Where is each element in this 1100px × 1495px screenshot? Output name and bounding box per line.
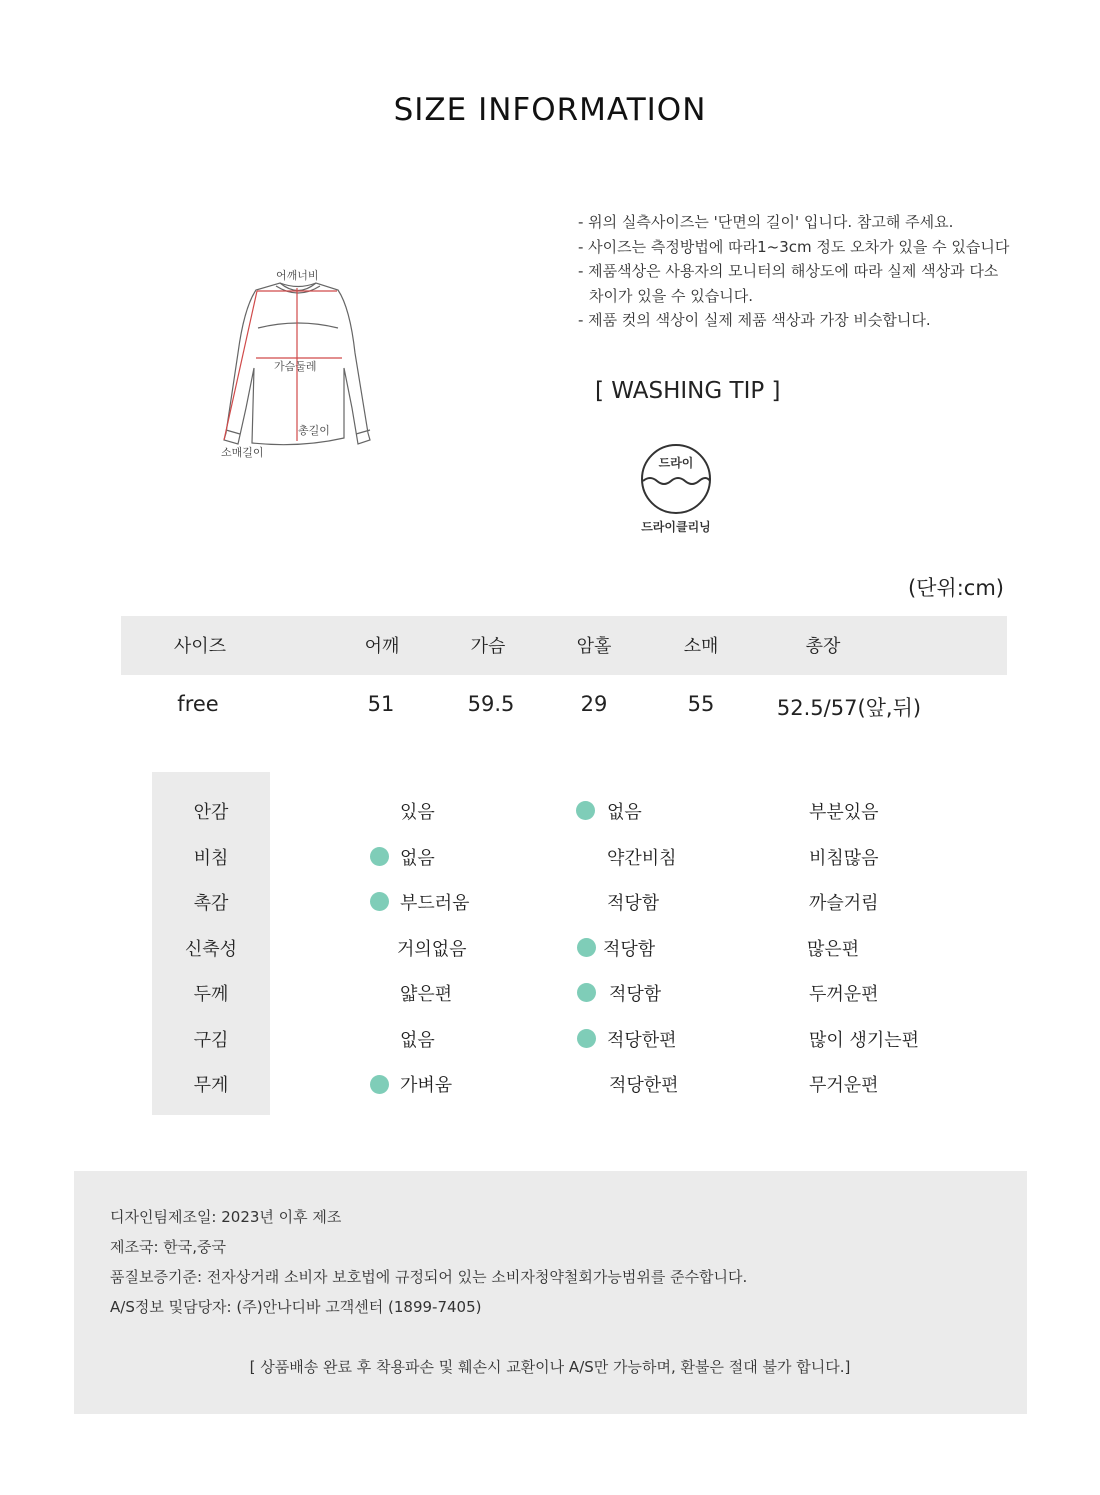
header-length: 총장 [805,636,841,657]
header-shoulder: 어깨 [364,636,400,657]
selected-dot [577,1029,596,1048]
option-lining-1: 있음 [400,802,435,823]
footer-country: 제조국: 한국,중국 [110,1238,227,1256]
property-label-lining: 안감 [193,802,229,823]
property-label-wrinkle: 구김 [193,1030,229,1051]
header-sleeve: 소매 [683,636,719,657]
selected-dot [576,801,595,820]
row-shoulder: 51 [367,692,395,716]
selected-dot [577,983,596,1002]
selected-dot [370,1075,389,1094]
note-line: - 사이즈는 측정방법에 따라1~3cm 정도 오차가 있을 수 있습니다 [578,237,1010,256]
washing-caption: 드라이클리닝 [641,520,711,534]
note-line: 차이가 있을 수 있습니다. [589,286,753,305]
property-label-thickness: 두께 [193,984,229,1005]
unit-label: (단위:cm) [907,576,1004,600]
option-texture-3: 까슬거림 [809,893,879,914]
option-wrinkle-1: 없음 [400,1030,435,1051]
option-stretch-3: 많은편 [807,939,860,960]
option-texture-2: 적당함 [607,893,660,914]
option-weight-1: 가벼움 [400,1075,453,1096]
selected-dot [370,892,389,911]
garment-diagram [210,258,390,473]
chest-label: 가슴둘레 [274,360,317,373]
sleeve-label: 소매길이 [221,446,264,459]
property-label-stretch: 신축성 [184,939,238,960]
property-label-sheerness: 비침 [193,848,229,869]
option-thickness-1: 얇은편 [400,984,453,1005]
dry-clean-icon [638,443,714,515]
option-lining-2: 없음 [607,802,642,823]
option-thickness-2: 적당함 [609,984,662,1005]
header-size: 사이즈 [173,636,227,657]
option-sheerness-2: 약간비침 [607,848,677,869]
property-label-weight: 무게 [193,1075,229,1096]
note-line: - 제품색상은 사용자의 모니터의 해상도에 따라 실제 색상과 다소 [578,262,999,280]
option-texture-1: 부드러움 [400,893,470,914]
page-title: SIZE INFORMATION [393,92,707,128]
shoulder-label: 어깨너비 [276,269,319,282]
selected-dot [577,938,596,957]
footer-as-info: A/S정보 및담당자: (주)안나디바 고객센터 (1899-7405) [110,1298,482,1316]
header-chest: 가슴 [470,636,506,657]
row-chest: 59.5 [467,692,515,716]
option-sheerness-1: 없음 [400,848,435,869]
row-armhole: 29 [580,692,608,716]
option-wrinkle-2: 적당한편 [607,1030,677,1051]
selected-dot [370,847,389,866]
option-lining-3: 부분있음 [809,802,879,823]
option-thickness-3: 두꺼운편 [809,984,879,1005]
note-line: - 위의 실측사이즈는 '단면의 길이' 입니다. 참고해 주세요. [578,213,954,231]
dry-icon-text: 드라이 [658,456,694,470]
footer-manufacture-date: 디자인팀제조일: 2023년 이후 제조 [110,1208,342,1226]
length-label: 총길이 [298,424,330,437]
option-stretch-2: 적당함 [603,939,656,960]
option-weight-2: 적당한편 [609,1075,679,1096]
footer-refund-notice: [ 상품배송 완료 후 착용파손 및 훼손시 교환이나 A/S만 가능하며, 환불은 절대 불가 합니다.] [249,1358,851,1376]
size-notes [578,210,1048,333]
option-sheerness-3: 비침많음 [809,848,879,869]
footer-quality-standard: 품질보증기준: 전자상거래 소비자 보호법에 규정되어 있는 소비자청약철회가능범위를 준수합니다. [110,1268,748,1286]
row-sleeve: 55 [687,692,715,716]
option-wrinkle-3: 많이 생기는편 [809,1030,920,1051]
row-size: free [177,692,219,716]
washing-tip-title: [ WASHING TIP ] [595,378,781,404]
row-length: 52.5/57(앞,뒤) [776,696,922,720]
header-armhole: 암홀 [576,636,612,657]
option-weight-3: 무거운편 [809,1075,879,1096]
note-line: - 제품 컷의 색상이 실제 제품 색상과 가장 비슷합니다. [578,311,931,329]
option-stretch-1: 거의없음 [397,939,467,960]
property-label-texture: 촉감 [193,893,229,914]
